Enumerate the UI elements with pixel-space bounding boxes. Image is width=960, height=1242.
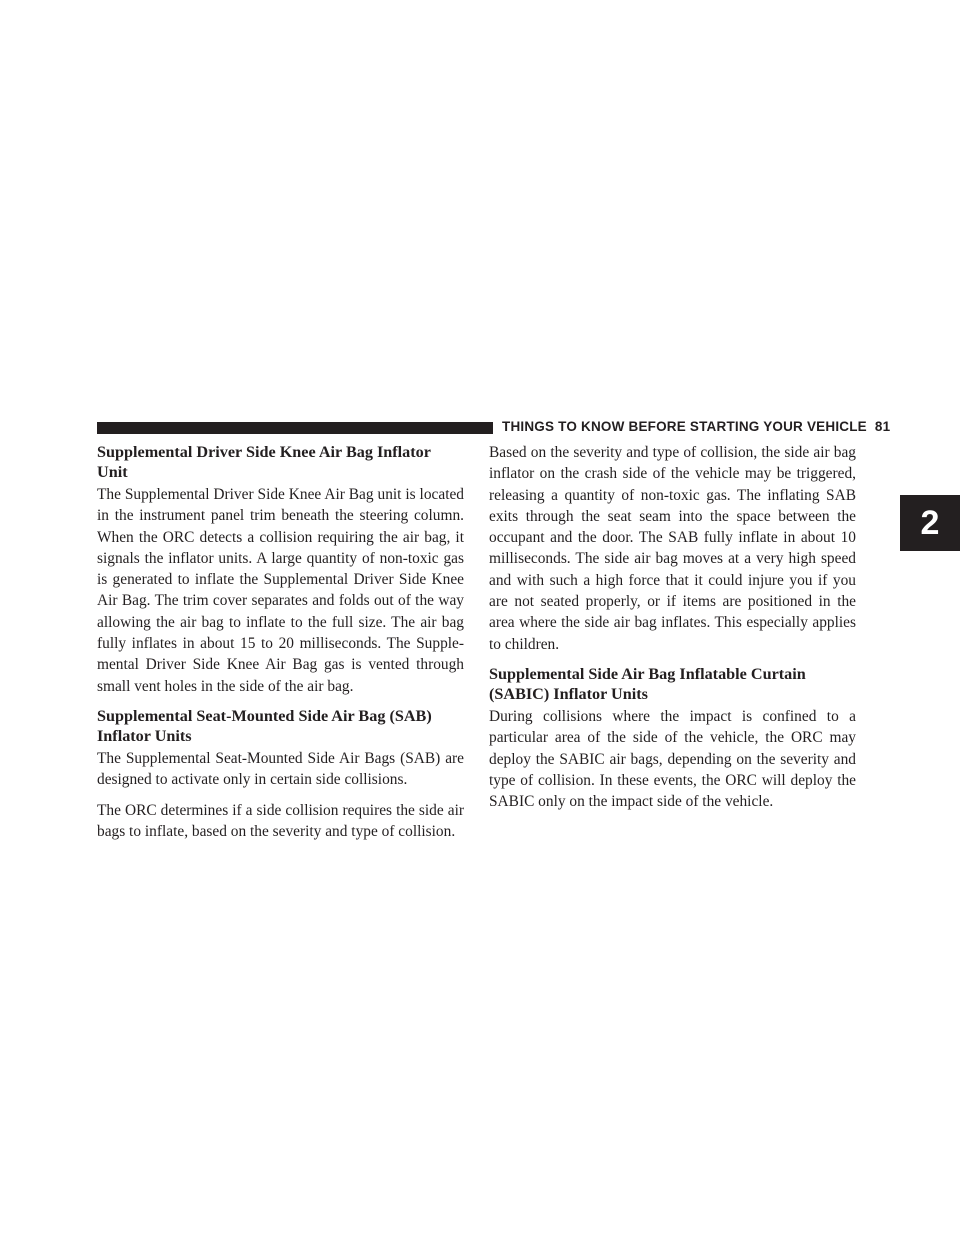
heading-seat-mounted-sab: Supplemental Seat-Mounted Side Air Bag (SAB) Inflator Units <box>97 706 432 745</box>
page-number: 81 <box>874 419 891 434</box>
chapter-tab: 2 <box>900 495 960 551</box>
running-header <box>502 418 890 436</box>
paragraph-side-air-bag-inflator: Based on the severity and type of collision, the side air bag inflator on the crash side of the vehicle may be triggered, releasing a quantity of non-toxic gas. The inflating SAB exits through the seat seam into the space between the occupant and the door. The SAB fully inflate in about 10 milliseconds. The side air bag moves at a very high speed and with such a high force that it could injure you if you are not seated properly, or if items are positioned in the area where the side air bag inflates. This especially applies to children. <box>489 444 856 653</box>
header-bar <box>97 422 493 434</box>
heading-knee-air-bag: Supplemental Driver Side Knee Air Bag Inflator Unit <box>97 443 431 481</box>
paragraph-sabic: During collisions where the impact is confined to a particular area of the side of the vehicle, the ORC may deploy the SABIC air bags, depending on the severity and type of collision. In these events, the ORC will deploy the SABIC only on the impact side of the vehicle. <box>489 707 856 811</box>
paragraph-knee-air-bag: The Supplemental Driver Side Knee Air Bag unit is located in the instrument panel trim beneath the steering column. When the ORC detects a collision requiring the air bag, it signals the inflator units. A large quantity of non-toxic gas is generated to inflate the Supplemental Driver Side Knee Air Bag. The trim cover separates and folds out of the way allowing the air bag to inflate to the full size. The air bag fully inflates in about 15 to 20 milliseconds. The Supple-mental Driver Side Knee Air Bag gas is vented through small vent holes in the side of the air bag. <box>97 486 464 695</box>
paragraph-orc-determines: The ORC determines if a side collision requires the side air bags to inflate, based on the severity and type of collision. <box>97 801 464 840</box>
left-column <box>97 442 464 842</box>
right-column <box>489 442 856 812</box>
paragraph-sab-intro: The Supplemental Seat-Mounted Side Air Bags (SAB) are designed to activate only in certain side collisions. <box>97 749 464 789</box>
section-title: THINGS TO KNOW BEFORE STARTING YOUR VEHICLE <box>502 419 867 434</box>
heading-sabic: Supplemental Side Air Bag Inflatable Curtain (SABIC) Inflator Units <box>489 664 806 703</box>
